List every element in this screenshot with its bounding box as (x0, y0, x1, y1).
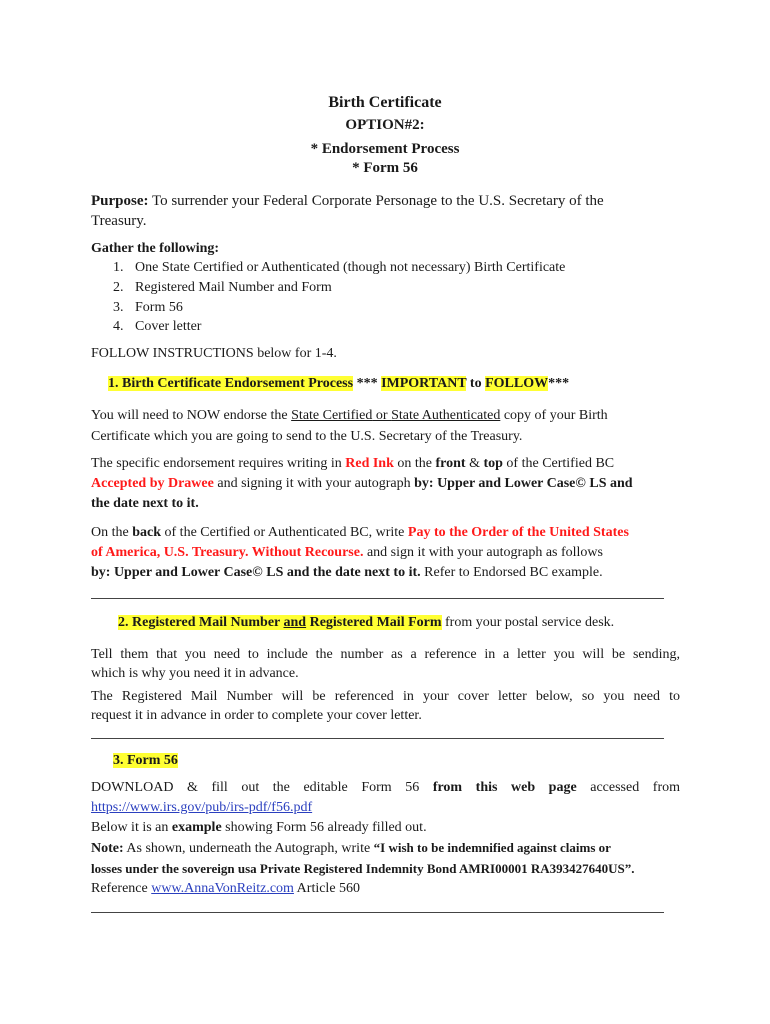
divider (91, 598, 664, 599)
download-line: DOWNLOAD & fill out the editable Form 56 from this web page accessed from (91, 780, 680, 795)
subtitle-endorsement: * Endorsement Process (310, 141, 460, 157)
annavonreitz-link[interactable]: www.AnnaVonReitz.com (151, 881, 294, 896)
list-item: 3. Form 56 (113, 300, 183, 315)
example-line: Below it is an example showing Form 56 already filled out. (91, 820, 427, 835)
reference-line: Reference www.AnnaVonReitz.com Article 560 (91, 881, 361, 896)
section1-title: 1. Birth Certificate Endorsement Process (108, 376, 354, 391)
gather-heading: Gather the following: (91, 241, 220, 256)
purpose-paragraph (91, 191, 691, 231)
pay-to-order-text: Pay to the Order of the United States (407, 525, 629, 540)
follow-highlight: FOLLOW (485, 376, 549, 391)
subtitle-form56: * Form 56 (352, 160, 418, 176)
red-ink-text: Red Ink (345, 456, 394, 471)
divider (91, 912, 664, 913)
follow-instructions: FOLLOW INSTRUCTIONS below for 1-4. (91, 346, 337, 361)
page-title: Birth Certificate (328, 94, 442, 111)
state-certified-text: State Certified (291, 408, 373, 423)
section3-body (91, 778, 680, 899)
list-item: 4. Cover letter (113, 319, 202, 334)
section2-heading: 2. Registered Mail Number and Registered Mail Form from your postal service desk. (118, 615, 615, 630)
important-highlight: IMPORTANT (381, 376, 467, 391)
section2-title: 2. Registered Mail Number and Registered Mail Form (118, 615, 442, 630)
state-authenticated-text: State Authenticated (391, 408, 501, 423)
irs-form56-link[interactable]: https://www.irs.gov/pub/irs-pdf/f56.pdf (91, 800, 313, 815)
list-item: 2. Registered Mail Number and Form (113, 280, 332, 295)
option-heading: OPTION#2: (345, 117, 425, 133)
accepted-by-drawee-text: Accepted by Drawee (91, 476, 214, 491)
section1-heading: 1. Birth Certificate Endorsement Process *** IMPORTANT to FOLLOW*** (108, 376, 570, 391)
purpose-line1: To surrender your Federal Corporate Personage to the U.S. Secretary of the (151, 193, 604, 209)
purpose-label: Purpose: (91, 193, 149, 209)
note-line: Note: As shown, underneath the Autograph, write “I wish to be indemnified against claims or (91, 840, 611, 856)
section1-paragraph3: On the back of the Certified or Authenticated BC, write Pay to the Order of the United States of America, U.S. Treasury. Without Recourse. and sign it with your autograph as follows by: Upper and Lower Case© LS and the date next to it. Refer to Endorsed BC example. (91, 525, 629, 580)
section3-heading: 3. Form 56 (113, 753, 178, 768)
list-item: 1. One State Certified or Authenticated (though not necessary) Birth Certificate (113, 260, 566, 275)
section2-paragraph2: The Registered Mail Number will be referenced in your cover letter below, so you need to request it in advance in order to complete your cover letter. (91, 689, 680, 723)
section1-paragraph1: You will need to NOW endorse the State Certified or State Authenticated copy of your Birth Certificate which you are going to send to the U.S. Secretary of the Treasury. (91, 408, 608, 444)
section1-paragraph2: The specific endorsement requires writing in Red Ink on the front & top of the Certified BC Accepted by Drawee and signing it with your autograph by: Upper and Lower Case© LS and the date next to it. (91, 456, 633, 511)
section2-paragraph1: Tell them that you need to include the number as a reference in a letter you will be sending, which is why you need it in advance. (91, 647, 680, 681)
divider (91, 738, 664, 739)
note-quote-line2: losses under the sovereign usa Private Registered Indemnity Bond AMRI00001 RA393427640US”. (91, 861, 635, 876)
purpose-line2: Treasury. (91, 213, 147, 229)
